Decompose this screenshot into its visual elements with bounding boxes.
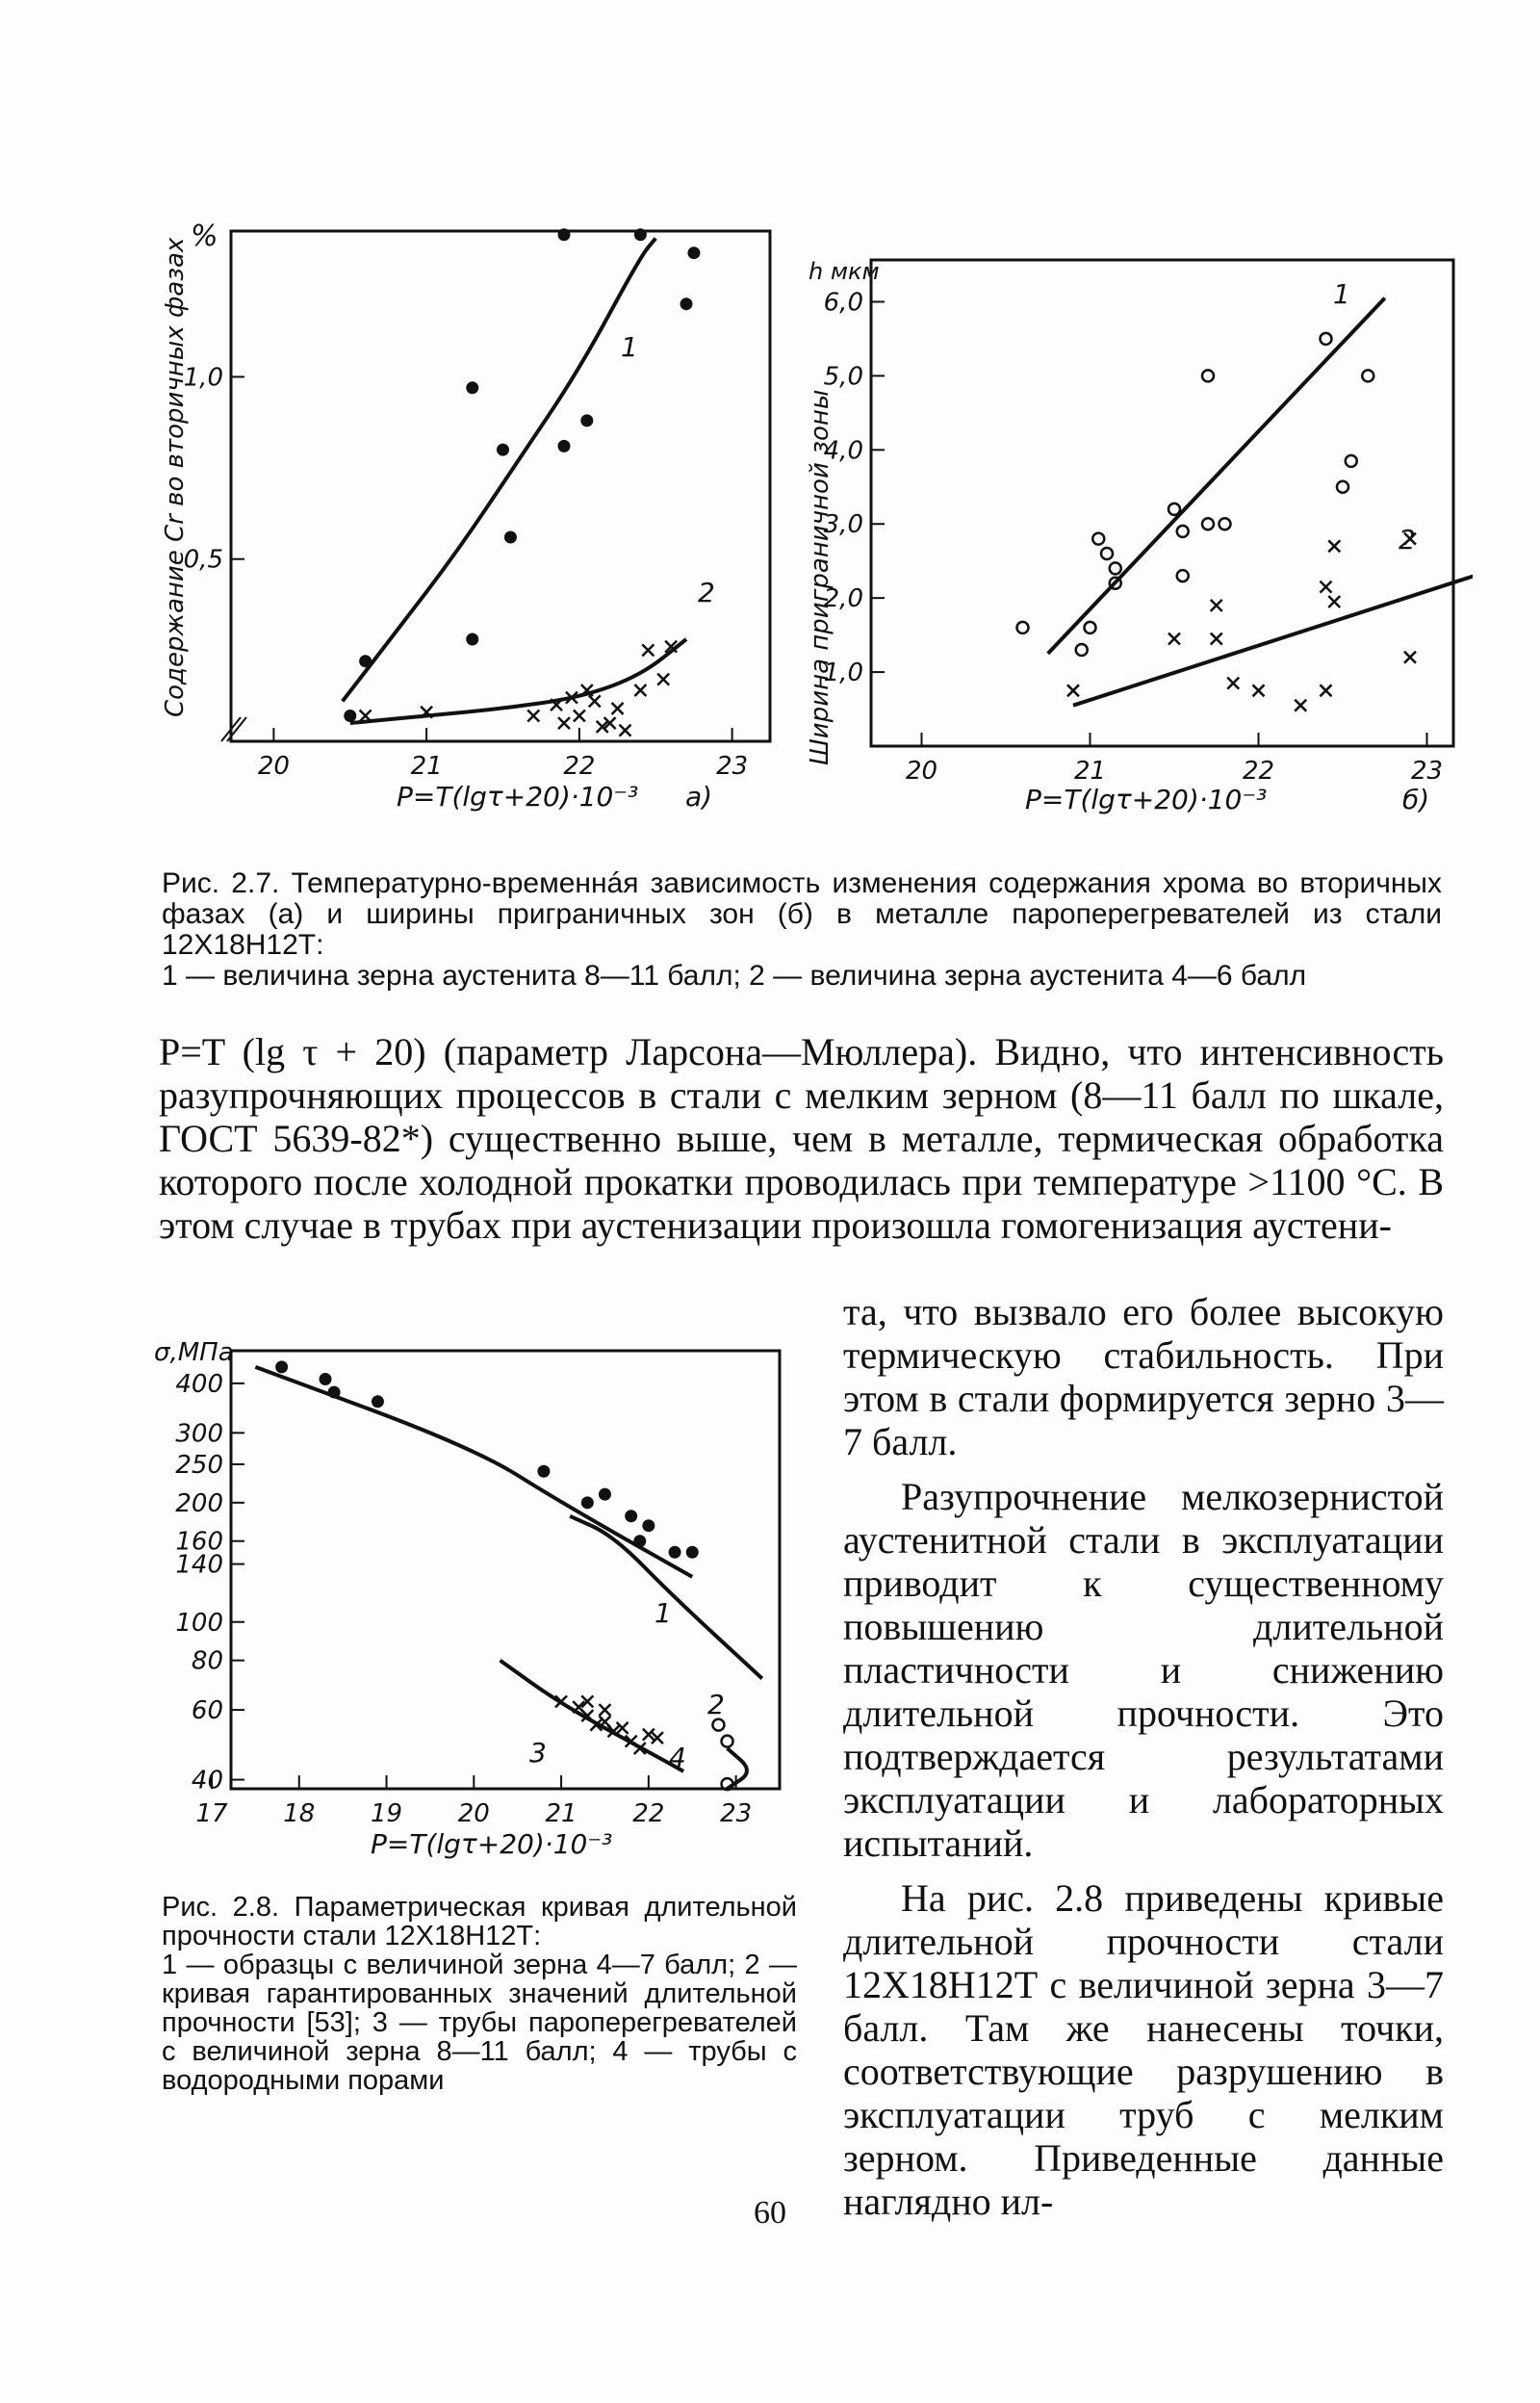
- series-1-point: [1017, 622, 1029, 633]
- paragraph-2: Разупрочнение мелкозернистой аустенитной стали в эксплуатации приводит к существенному повышению длительной пластичности и снижению длительной прочности. Это подтверждается результатами эксплуатации и лабораторных испытаний.: [843, 1475, 1444, 1865]
- curve-label-1: 1: [654, 1597, 672, 1629]
- series-2-point: [620, 725, 631, 736]
- series-1-point: [1346, 455, 1357, 467]
- series-1-point: [1202, 370, 1214, 381]
- series-1-point: [537, 1465, 550, 1478]
- x-tick-label: 21: [1073, 757, 1107, 786]
- chart-letter: б): [1402, 784, 1430, 815]
- series-1-point: [320, 1373, 332, 1385]
- x-tick-label: 20: [457, 1799, 490, 1828]
- series-1-point: [1202, 518, 1214, 530]
- series-4-curve: [728, 1748, 747, 1789]
- series-1-point: [558, 440, 571, 452]
- figure-2-8-chart: [144, 1333, 818, 1873]
- chart-letter: а): [685, 781, 713, 813]
- series-1-point: [372, 1395, 384, 1408]
- series-3-point: [599, 1704, 610, 1716]
- paragraph-text: P=T (lg τ + 20) (параметр Ларсона—Мюллера). Видно, что интенсивность разупрочняющих процессов в стали с мелким зерном (8—11 балл по шкале, ГОСТ 5639-82*) существенно выше, чем в металле, термическая обработка которого после холодной прокатки проводилась при температуре >1100 °С. В этом случае в трубах при аустенизации произошла гомогенизация аустени-: [159, 1030, 1444, 1247]
- series-1-point: [687, 246, 700, 259]
- y-tick-label: 5,0: [823, 362, 863, 392]
- caption-title: Рис. 2.7. Температурно-временнáя зависимость изменения содержания хрома во вторичных фазах (а) и ширины приграничных зон (б) в металле пароперегревателей из стали 12Х18Н12Т:: [162, 867, 1442, 961]
- x-tick-label: 20: [905, 757, 938, 786]
- series-1-point: [599, 1488, 611, 1501]
- figure-2-7a-chart: [144, 217, 808, 842]
- figure-2-7-caption: [162, 868, 1442, 992]
- series-3-curve: [500, 1661, 684, 1771]
- y-tick-label: 1,0: [183, 363, 223, 393]
- y-axis-title: Содержание Cr во вторичных фазах: [161, 237, 190, 717]
- y-tick-label: 0,5: [183, 545, 223, 575]
- series-2-curve: [350, 639, 686, 723]
- curve-label-2: 2: [707, 1689, 725, 1720]
- series-1-point: [1085, 622, 1096, 633]
- y-tick-label: 80: [191, 1646, 223, 1676]
- y-tick-label: 60: [191, 1696, 223, 1726]
- series-2-point: [1211, 600, 1222, 611]
- y-tick-label: 6,0: [823, 288, 863, 318]
- x-axis-title: P=T(lgτ+20)·10⁻³: [1025, 784, 1268, 815]
- main-paragraph: [159, 1030, 1444, 1247]
- series-1-point: [1092, 533, 1104, 545]
- paragraph-3: На рис. 2.8 приведены кривые длительной прочности стали 12Х18Н12Т с величиной зерна 3—7 балл. Там же нанесены точки, соответствующие разрушению в эксплуатации труб с мелким зерном. Приведенные данные наглядно ил-: [843, 1876, 1444, 2223]
- y-unit: h мкм: [808, 258, 880, 285]
- series-1-point: [1110, 562, 1121, 574]
- curve-label-2: 2: [1399, 524, 1416, 556]
- series-2-point: [1168, 633, 1180, 644]
- y-tick-label: 40: [191, 1766, 223, 1796]
- y-unit: σ,МПа: [154, 1338, 234, 1367]
- y-tick-label: 1,0: [823, 659, 863, 688]
- y-tick-label: 300: [175, 1419, 223, 1449]
- series-2-point: [574, 711, 585, 722]
- y-tick-label: 200: [175, 1488, 223, 1518]
- curve-label-1: 1: [621, 331, 638, 363]
- series-2-point: [589, 695, 601, 707]
- series-2-point: [612, 703, 624, 714]
- series-2-point: [1328, 540, 1340, 552]
- series-1-point: [466, 381, 478, 394]
- series-1-point: [1337, 481, 1348, 493]
- x-tick-label: 21: [410, 752, 443, 781]
- x-axis-title: P=T(lgτ+20)·10⁻³: [371, 1828, 613, 1860]
- series-1-point: [1101, 548, 1113, 559]
- series-2-curve: [1073, 572, 1473, 705]
- series-2-point: [1321, 685, 1332, 696]
- series-2-point: [1321, 581, 1332, 593]
- y-tick-label: 160: [175, 1527, 223, 1557]
- series-1-point: [558, 228, 571, 241]
- x-tick-label: 17: [195, 1799, 228, 1828]
- series-1-point: [633, 1535, 646, 1547]
- series-1-point: [466, 633, 478, 646]
- caption-legend: 1 — величина зерна аустенита 8—11 балл; 2 — величина зерна аустенита 4—6 балл: [162, 960, 1307, 992]
- x-tick-label: 22: [1242, 757, 1275, 786]
- series-1-point: [686, 1546, 699, 1559]
- series-1-point: [1177, 526, 1189, 537]
- axes: [231, 1351, 780, 1789]
- series-1-point: [359, 655, 372, 667]
- series-2-point: [558, 717, 570, 729]
- series-1-point: [1219, 518, 1231, 530]
- y-unit: %: [191, 220, 218, 253]
- series-1-point: [497, 444, 509, 456]
- series-1-point: [1168, 504, 1180, 515]
- paragraph-continuation: та, что вызвало его более высокую термическую стабильность. При этом в стали формируется зерно 3—7 балл.: [843, 1290, 1444, 1463]
- x-axis-title: P=T(lgτ+20)·10⁻³: [397, 781, 639, 813]
- series-1-point: [642, 1519, 654, 1532]
- x-tick-label: 22: [563, 752, 596, 781]
- x-tick-label: 20: [257, 752, 290, 781]
- series-1-point: [1362, 370, 1373, 381]
- series-2-point: [657, 674, 669, 685]
- series-1-point: [328, 1386, 341, 1399]
- series-1-point: [581, 1496, 594, 1509]
- y-tick-label: 140: [175, 1550, 223, 1580]
- page-number: 60: [754, 2195, 786, 2231]
- series-2-point: [642, 644, 654, 656]
- y-tick-label: 100: [175, 1608, 223, 1638]
- series-4-point: [712, 1719, 724, 1731]
- curve-label-2: 2: [698, 577, 715, 608]
- series-1-point: [625, 1510, 637, 1522]
- series-2-point: [527, 711, 539, 722]
- series-1-point: [1321, 333, 1332, 345]
- series-2-point: [634, 685, 646, 696]
- series-1-point: [504, 531, 517, 544]
- curve-label-1: 1: [1333, 278, 1350, 310]
- y-tick-label: 4,0: [823, 436, 863, 466]
- curve-label-3: 3: [529, 1737, 547, 1769]
- caption-legend: 1 — образцы с величиной зерна 4—7 балл; 2 — кривая гарантированных значений длительной прочности [53]; 3 — трубы пароперегревателей с величиной зерна 8—11 балл; 4 — трубы с водородными порами: [162, 1950, 797, 2096]
- series-2-point: [1404, 652, 1416, 663]
- x-tick-label: 18: [283, 1799, 316, 1828]
- caption-title: Рис. 2.8. Параметрическая кривая длительной прочности стали 12Х18Н12Т:: [162, 1892, 797, 1951]
- y-tick-label: 400: [175, 1369, 223, 1399]
- series-1-point: [634, 228, 647, 241]
- series-1-curve: [343, 239, 655, 702]
- y-tick-label: 250: [175, 1450, 223, 1480]
- axes: [871, 260, 1453, 746]
- y-tick-label: 2,0: [823, 584, 863, 614]
- x-tick-label: 23: [1410, 757, 1444, 786]
- figure-2-8-caption: [162, 1893, 797, 2095]
- x-tick-label: 19: [370, 1799, 403, 1828]
- series-2-point: [1067, 685, 1079, 696]
- series-2-point: [1295, 700, 1306, 711]
- series-1-point: [680, 297, 693, 310]
- y-axis-title: Ширина приграничной зоны: [806, 389, 834, 765]
- series-1-point: [1177, 570, 1189, 581]
- series-2-point: [1227, 678, 1239, 689]
- series-1-point: [669, 1546, 681, 1559]
- series-1-point: [580, 414, 593, 426]
- x-tick-label: 23: [720, 1799, 753, 1828]
- series-1-point: [344, 710, 356, 722]
- y-tick-label: 3,0: [823, 510, 863, 540]
- x-tick-label: 21: [545, 1799, 578, 1828]
- curve-label-4: 4: [669, 1742, 686, 1773]
- series-4-point: [722, 1736, 733, 1747]
- series-1-point: [1076, 644, 1088, 656]
- series-2-point: [1253, 685, 1265, 696]
- right-column-text: [843, 1290, 1444, 2223]
- x-tick-label: 22: [632, 1799, 665, 1828]
- series-2-point: [1211, 633, 1222, 644]
- series-2-point: [1328, 596, 1340, 607]
- figure-2-7b-chart: [794, 245, 1473, 842]
- series-1-point: [275, 1360, 288, 1373]
- series-1-curve: [255, 1367, 692, 1577]
- x-tick-label: 23: [716, 752, 749, 781]
